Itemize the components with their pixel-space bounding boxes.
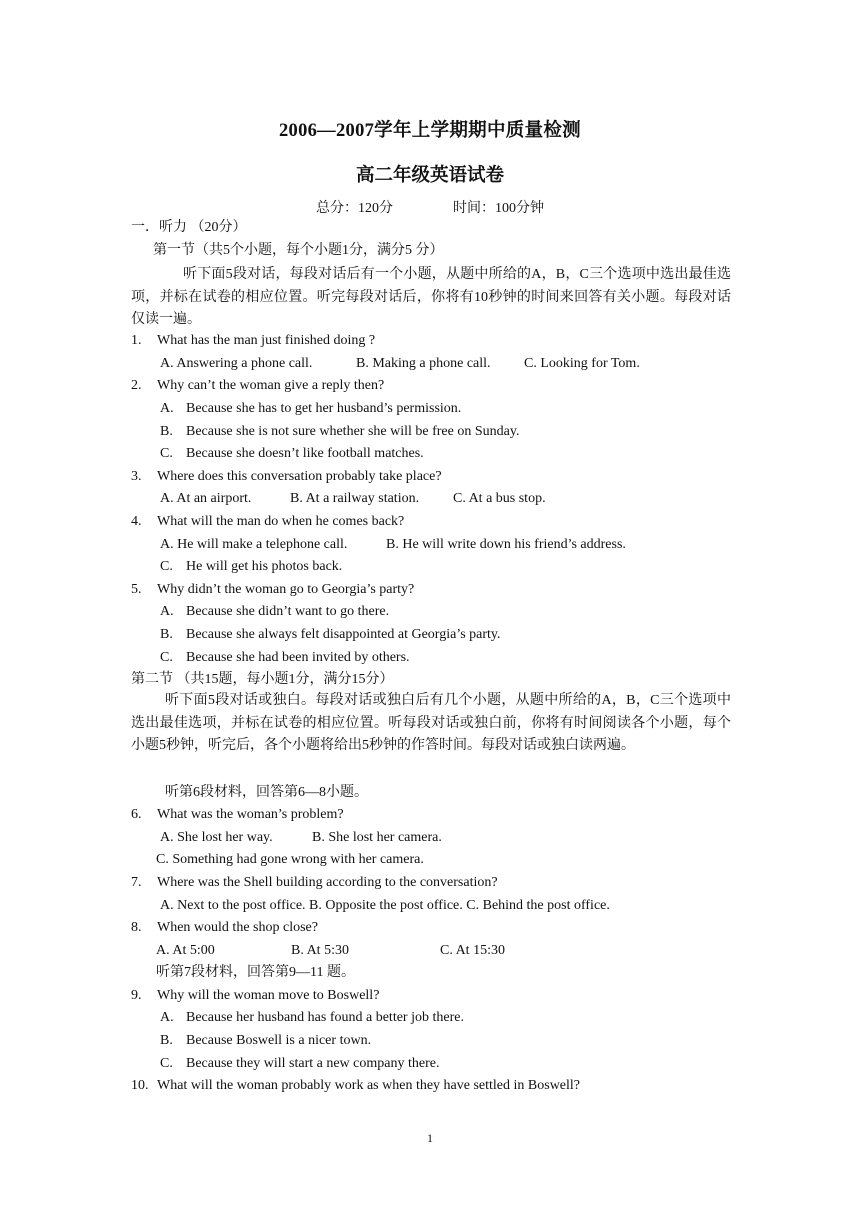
question-7-options: A. Next to the post office. B. Opposite the post office. C. Behind the post office. [160, 898, 610, 913]
option-a: A. He will make a telephone call. [160, 537, 348, 552]
question-text: Why will the woman move to Boswell? [157, 988, 380, 1003]
question-number: 5. [131, 582, 142, 597]
question-text: Why didn’t the woman go to Georgia’s party? [157, 582, 415, 597]
question-4 [131, 513, 404, 531]
option-a: A. Because she has to get her husband’s permission. [160, 401, 462, 416]
question-1-options [160, 355, 720, 373]
option-c: C. Because they will start a new company there. [160, 1056, 440, 1071]
option-a: A. Because she didn’t want to go there. [160, 604, 390, 619]
option-a: A. She lost her way. [160, 830, 273, 845]
question-number: 10. [131, 1078, 149, 1093]
option-c: C. At a bus stop. [453, 491, 546, 506]
question-6 [131, 806, 344, 824]
question-number: 4. [131, 514, 142, 529]
question-text: Where was the Shell building according to the conversation? [157, 875, 498, 890]
exam-time: 时间：100分钟 [453, 201, 544, 216]
option-b: B. Because she is not sure whether she will be free on Sunday. [160, 424, 520, 439]
option-c: C. Looking for Tom. [524, 356, 640, 371]
question-text: What will the woman probably work as when they have settled in Boswell? [157, 1078, 581, 1093]
part1-instructions: 听下面5段对话，每段对话后有一个小题，从题中所给的A，B，C三个选项中选出最佳选项，并标在试卷的相应位置。听完每段对话后，你将有10秒钟的时间来回答有关小题。每段对话仅读一遍。 [131, 267, 731, 328]
question-text: What was the woman’s problem? [157, 807, 344, 822]
question-8-options [156, 942, 716, 960]
question-number: 7. [131, 875, 142, 890]
option-c: C. Something had gone wrong with her camera. [156, 852, 424, 867]
question-text: When would the shop close? [157, 920, 318, 935]
question-2 [131, 377, 384, 395]
option-a: A. Answering a phone call. [160, 356, 313, 371]
option-b: B. Because Boswell is a nicer town. [160, 1033, 372, 1048]
question-number: 9. [131, 988, 142, 1003]
option-b: B. She lost her camera. [312, 830, 442, 845]
question-7 [131, 874, 498, 892]
exam-title: 2006—2007学年上学期期中质量检测 [278, 121, 581, 141]
question-number: 6. [131, 807, 142, 822]
option-b: B. He will write down his friend’s address. [386, 537, 626, 552]
question-number: 2. [131, 378, 142, 393]
question-9 [131, 987, 379, 1005]
material-6-note: 听第6段材料，回答第6—8小题。 [165, 785, 368, 800]
question-number: 3. [131, 469, 142, 484]
part1-heading: 第一节（共5个小题，每个小题1分，满分5 分） [153, 243, 444, 258]
option-a: A. At 5:00 [156, 943, 215, 958]
option-b: B. Making a phone call. [356, 356, 491, 371]
option-c: C. He will get his photos back. [160, 559, 343, 574]
option-a: A. Because her husband has found a better job there. [160, 1010, 464, 1025]
question-number: 8. [131, 920, 142, 935]
question-text: Why can’t the woman give a reply then? [157, 378, 385, 393]
score-time-line [0, 197, 860, 217]
part2-instructions: 听下面5段对话或独白。每段对话或独白后有几个小题，从题中所给的A，B，C三个选项中选出最佳选项，并标在试卷的相应位置。听每段对话或独白前，你将有时间阅读各个小题，每个小题5秒钟，听完后，各个小题将给出5秒钟的作答时间。每段对话或独白读两遍。 [131, 693, 731, 754]
question-number: 1. [131, 333, 142, 348]
page-number: 1 [427, 1131, 433, 1145]
question-text: What will the man do when he comes back? [157, 514, 405, 529]
option-c: C. Because she doesn’t like football matches. [160, 446, 424, 461]
question-3 [131, 468, 442, 486]
question-6-options [160, 829, 720, 847]
question-text: Where does this conversation probably take place? [157, 469, 442, 484]
option-a: A. At an airport. [160, 491, 252, 506]
question-8 [131, 919, 318, 937]
exam-subtitle: 高二年级英语试卷 [355, 166, 504, 186]
option-b: B. At 5:30 [291, 943, 349, 958]
material-7-note: 听第7段材料，回答第9—11 题。 [156, 965, 355, 980]
question-5 [131, 581, 414, 599]
part2-heading: 第二节 （共15题，每小题1分，满分15分） [131, 672, 394, 687]
total-score: 总分：120分 [316, 201, 393, 216]
question-3-options [160, 490, 720, 508]
option-c: C. Because she had been invited by others. [160, 650, 410, 665]
option-b: B. At a railway station. [290, 491, 420, 506]
question-text: What has the man just finished doing ? [157, 333, 376, 348]
option-b: B. Because she always felt disappointed at Georgia’s party. [160, 627, 501, 642]
question-1 [131, 332, 375, 350]
section-heading: 一．听力 （20分） [131, 220, 247, 235]
question-10 [131, 1077, 580, 1095]
option-c: C. At 15:30 [440, 943, 505, 958]
question-4-options [160, 536, 720, 554]
